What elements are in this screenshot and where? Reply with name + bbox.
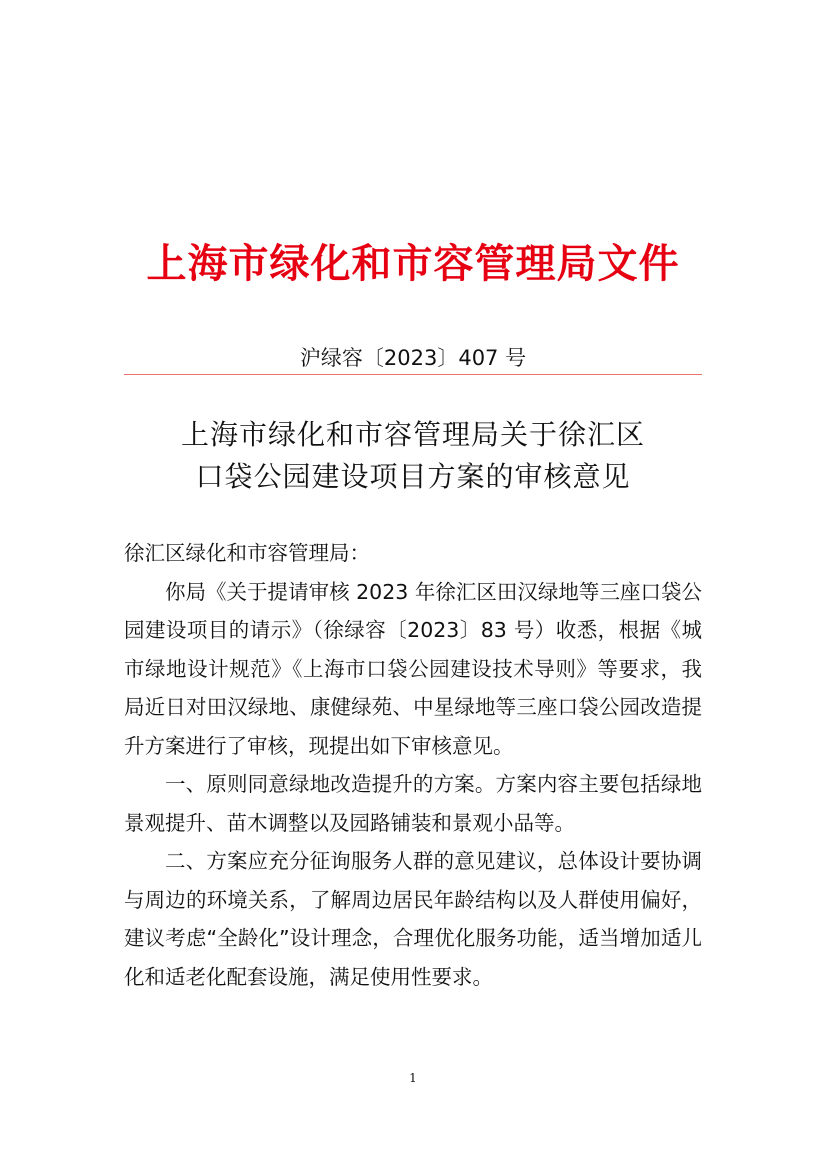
document-title-line-2: 口袋公园建设项目方案的审核意见 <box>195 460 631 493</box>
document-title-line-1: 上海市绿化和市容管理局关于徐汇区 <box>180 418 645 451</box>
document-body <box>124 534 702 996</box>
body-paragraph-intro: 你局《关于提请审核 2023 年徐汇区田汉绿地等三座口袋公园建设项目的请示》（徐绿容〔2023〕83 号）收悉，根据《城市绿地设计规范》《上海市口袋公园建设技术导则》等要求，我局近日对田汉绿地、康健绿苑、中星绿地等三座口袋公园改造提升方案进行了审核，现提出如下审核意见。 <box>124 579 702 758</box>
document-title <box>0 414 826 498</box>
body-paragraph-opinion-1: 一、原则同意绿地改造提升的方案。方案内容主要包括绿地景观提升、苗木调整以及园路铺装和景观小品等。 <box>124 772 702 835</box>
document-header-title: 上海市绿化和市容管理局文件 <box>146 241 680 287</box>
header-red-divider <box>124 374 702 375</box>
salutation: 徐汇区绿化和市容管理局： <box>124 541 370 565</box>
page-number: 1 <box>409 1071 417 1085</box>
document-number: 沪绿容〔2023〕407 号 <box>299 346 527 370</box>
body-paragraph-opinion-2: 二、方案应充分征询服务人群的意见建议，总体设计要协调与周边的环境关系，了解周边居民年龄结构以及人群使用偏好，建议考虑“全龄化”设计理念，合理优化服务功能，适当增加适儿化和适老化配套设施，满足使用性要求。 <box>124 849 702 989</box>
